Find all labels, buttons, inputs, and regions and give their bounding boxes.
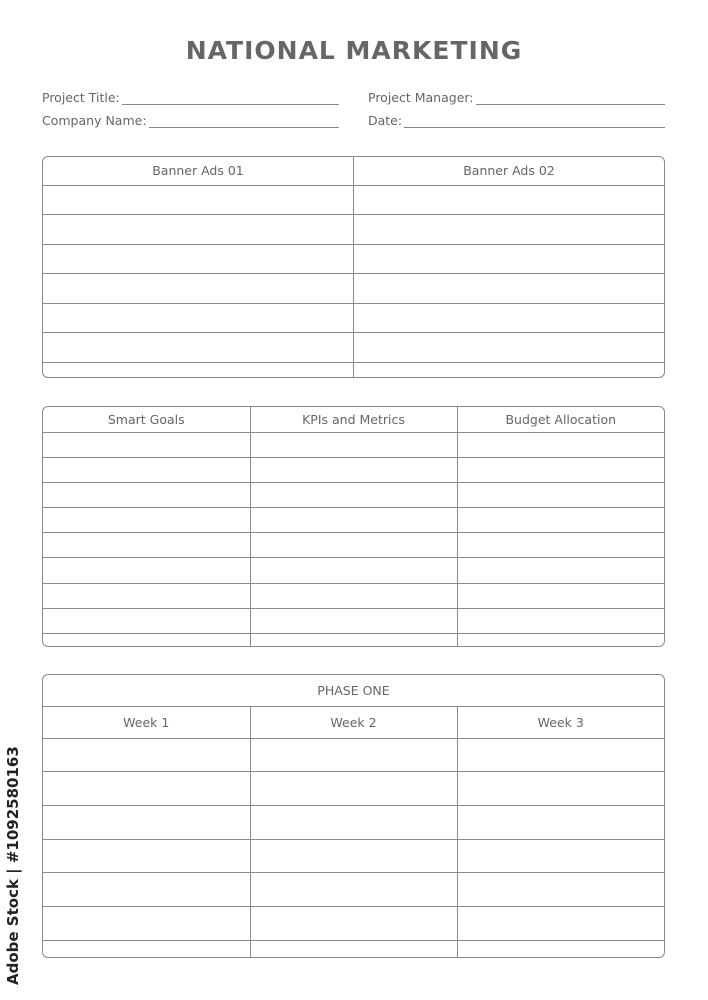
- table-cell[interactable]: [354, 303, 665, 333]
- table-cell[interactable]: [354, 274, 665, 304]
- goals-header-3: Budget Allocation: [457, 407, 664, 432]
- table-row: [43, 839, 664, 873]
- table-row: [43, 508, 664, 533]
- project-manager-label: Project Manager:: [368, 90, 474, 105]
- project-manager-line[interactable]: [476, 92, 665, 105]
- table-cell[interactable]: [354, 244, 665, 274]
- table-cell[interactable]: [43, 772, 250, 806]
- company-name-field[interactable]: [42, 112, 339, 128]
- stock-watermark-id: Adobe Stock | #1092580163: [4, 746, 22, 985]
- table-cell[interactable]: [457, 873, 664, 907]
- phase-header-row: [43, 707, 664, 738]
- banner-header-row: [43, 157, 664, 185]
- table-cell[interactable]: [250, 508, 457, 533]
- table-row: [43, 940, 664, 957]
- project-title-line[interactable]: [122, 92, 339, 105]
- table-row: [43, 333, 664, 363]
- table-cell[interactable]: [43, 244, 354, 274]
- table-row: [43, 805, 664, 839]
- table-cell[interactable]: [250, 633, 457, 646]
- table-cell[interactable]: [457, 839, 664, 873]
- company-name-line[interactable]: [149, 115, 339, 128]
- table-row: [43, 244, 664, 274]
- table-cell[interactable]: [43, 805, 250, 839]
- phase-header-3: Week 3: [457, 707, 664, 738]
- table-cell[interactable]: [43, 839, 250, 873]
- table-cell[interactable]: [457, 906, 664, 940]
- table-cell[interactable]: [354, 333, 665, 363]
- table-cell[interactable]: [43, 185, 354, 215]
- table-row: [43, 633, 664, 646]
- table-cell[interactable]: [250, 608, 457, 633]
- table-row: [43, 482, 664, 507]
- table-cell[interactable]: [43, 558, 250, 583]
- table-cell[interactable]: [250, 432, 457, 457]
- table-cell[interactable]: [43, 738, 250, 772]
- project-title-label: Project Title:: [42, 90, 120, 105]
- table-cell[interactable]: [43, 533, 250, 558]
- table-cell[interactable]: [43, 482, 250, 507]
- phase-header-2: Week 2: [250, 707, 457, 738]
- table-cell[interactable]: [43, 274, 354, 304]
- table-row: [43, 906, 664, 940]
- table-row: [43, 583, 664, 608]
- goals-header-1: Smart Goals: [43, 407, 250, 432]
- table-cell[interactable]: [250, 558, 457, 583]
- table-cell[interactable]: [43, 873, 250, 907]
- table-cell[interactable]: [250, 533, 457, 558]
- table-cell[interactable]: [457, 508, 664, 533]
- table-cell[interactable]: [43, 215, 354, 245]
- table-cell[interactable]: [457, 738, 664, 772]
- table-cell[interactable]: [43, 457, 250, 482]
- date-field[interactable]: [368, 112, 665, 128]
- table-cell[interactable]: [457, 772, 664, 806]
- table-cell[interactable]: [457, 482, 664, 507]
- table-cell[interactable]: [354, 185, 665, 215]
- table-cell[interactable]: [457, 432, 664, 457]
- table-cell[interactable]: [43, 362, 354, 377]
- project-title-field[interactable]: [42, 89, 339, 105]
- table-cell[interactable]: [43, 940, 250, 957]
- table-row: [43, 772, 664, 806]
- table-cell[interactable]: [43, 633, 250, 646]
- table-cell[interactable]: [457, 457, 664, 482]
- table-row: [43, 873, 664, 907]
- date-label: Date:: [368, 113, 403, 128]
- table-cell[interactable]: [457, 533, 664, 558]
- project-manager-field[interactable]: [368, 89, 665, 105]
- table-cell[interactable]: [43, 608, 250, 633]
- table-cell[interactable]: [43, 333, 354, 363]
- table-cell[interactable]: [250, 772, 457, 806]
- table-cell[interactable]: [250, 839, 457, 873]
- table-cell[interactable]: [250, 583, 457, 608]
- table-row: [43, 608, 664, 633]
- table-cell[interactable]: [250, 482, 457, 507]
- phase-one-table: [42, 674, 665, 958]
- table-cell[interactable]: [250, 873, 457, 907]
- table-row: [43, 274, 664, 304]
- goals-header-row: [43, 407, 664, 432]
- table-row: [43, 185, 664, 215]
- table-cell[interactable]: [457, 608, 664, 633]
- table-cell[interactable]: [354, 362, 665, 377]
- goals-table: [42, 406, 665, 647]
- table-row: [43, 533, 664, 558]
- table-row: [43, 303, 664, 333]
- table-cell[interactable]: [43, 303, 354, 333]
- page-title: NATIONAL MARKETING: [185, 36, 523, 65]
- phase-title: PHASE ONE: [43, 675, 664, 707]
- table-cell[interactable]: [457, 558, 664, 583]
- table-cell[interactable]: [457, 633, 664, 646]
- table-row: [43, 457, 664, 482]
- company-name-label: Company Name:: [42, 113, 147, 128]
- table-cell[interactable]: [43, 432, 250, 457]
- phase-header-1: Week 1: [43, 707, 250, 738]
- table-cell[interactable]: [250, 457, 457, 482]
- table-cell[interactable]: [250, 738, 457, 772]
- table-cell[interactable]: [354, 215, 665, 245]
- table-cell[interactable]: [457, 805, 664, 839]
- banner-header-1: Banner Ads 01: [43, 157, 354, 185]
- date-line[interactable]: [404, 115, 665, 128]
- table-cell[interactable]: [43, 508, 250, 533]
- table-row: [43, 558, 664, 583]
- table-cell[interactable]: [457, 940, 664, 957]
- table-cell[interactable]: [457, 583, 664, 608]
- banner-header-2: Banner Ads 02: [354, 157, 665, 185]
- table-cell[interactable]: [43, 583, 250, 608]
- table-row: [43, 362, 664, 377]
- goals-header-2: KPIs and Metrics: [250, 407, 457, 432]
- table-cell[interactable]: [43, 906, 250, 940]
- banner-ads-table: [42, 156, 665, 378]
- table-cell[interactable]: [250, 906, 457, 940]
- table-cell[interactable]: [250, 805, 457, 839]
- table-row: [43, 738, 664, 772]
- table-row: [43, 432, 664, 457]
- table-row: [43, 215, 664, 245]
- table-cell[interactable]: [250, 940, 457, 957]
